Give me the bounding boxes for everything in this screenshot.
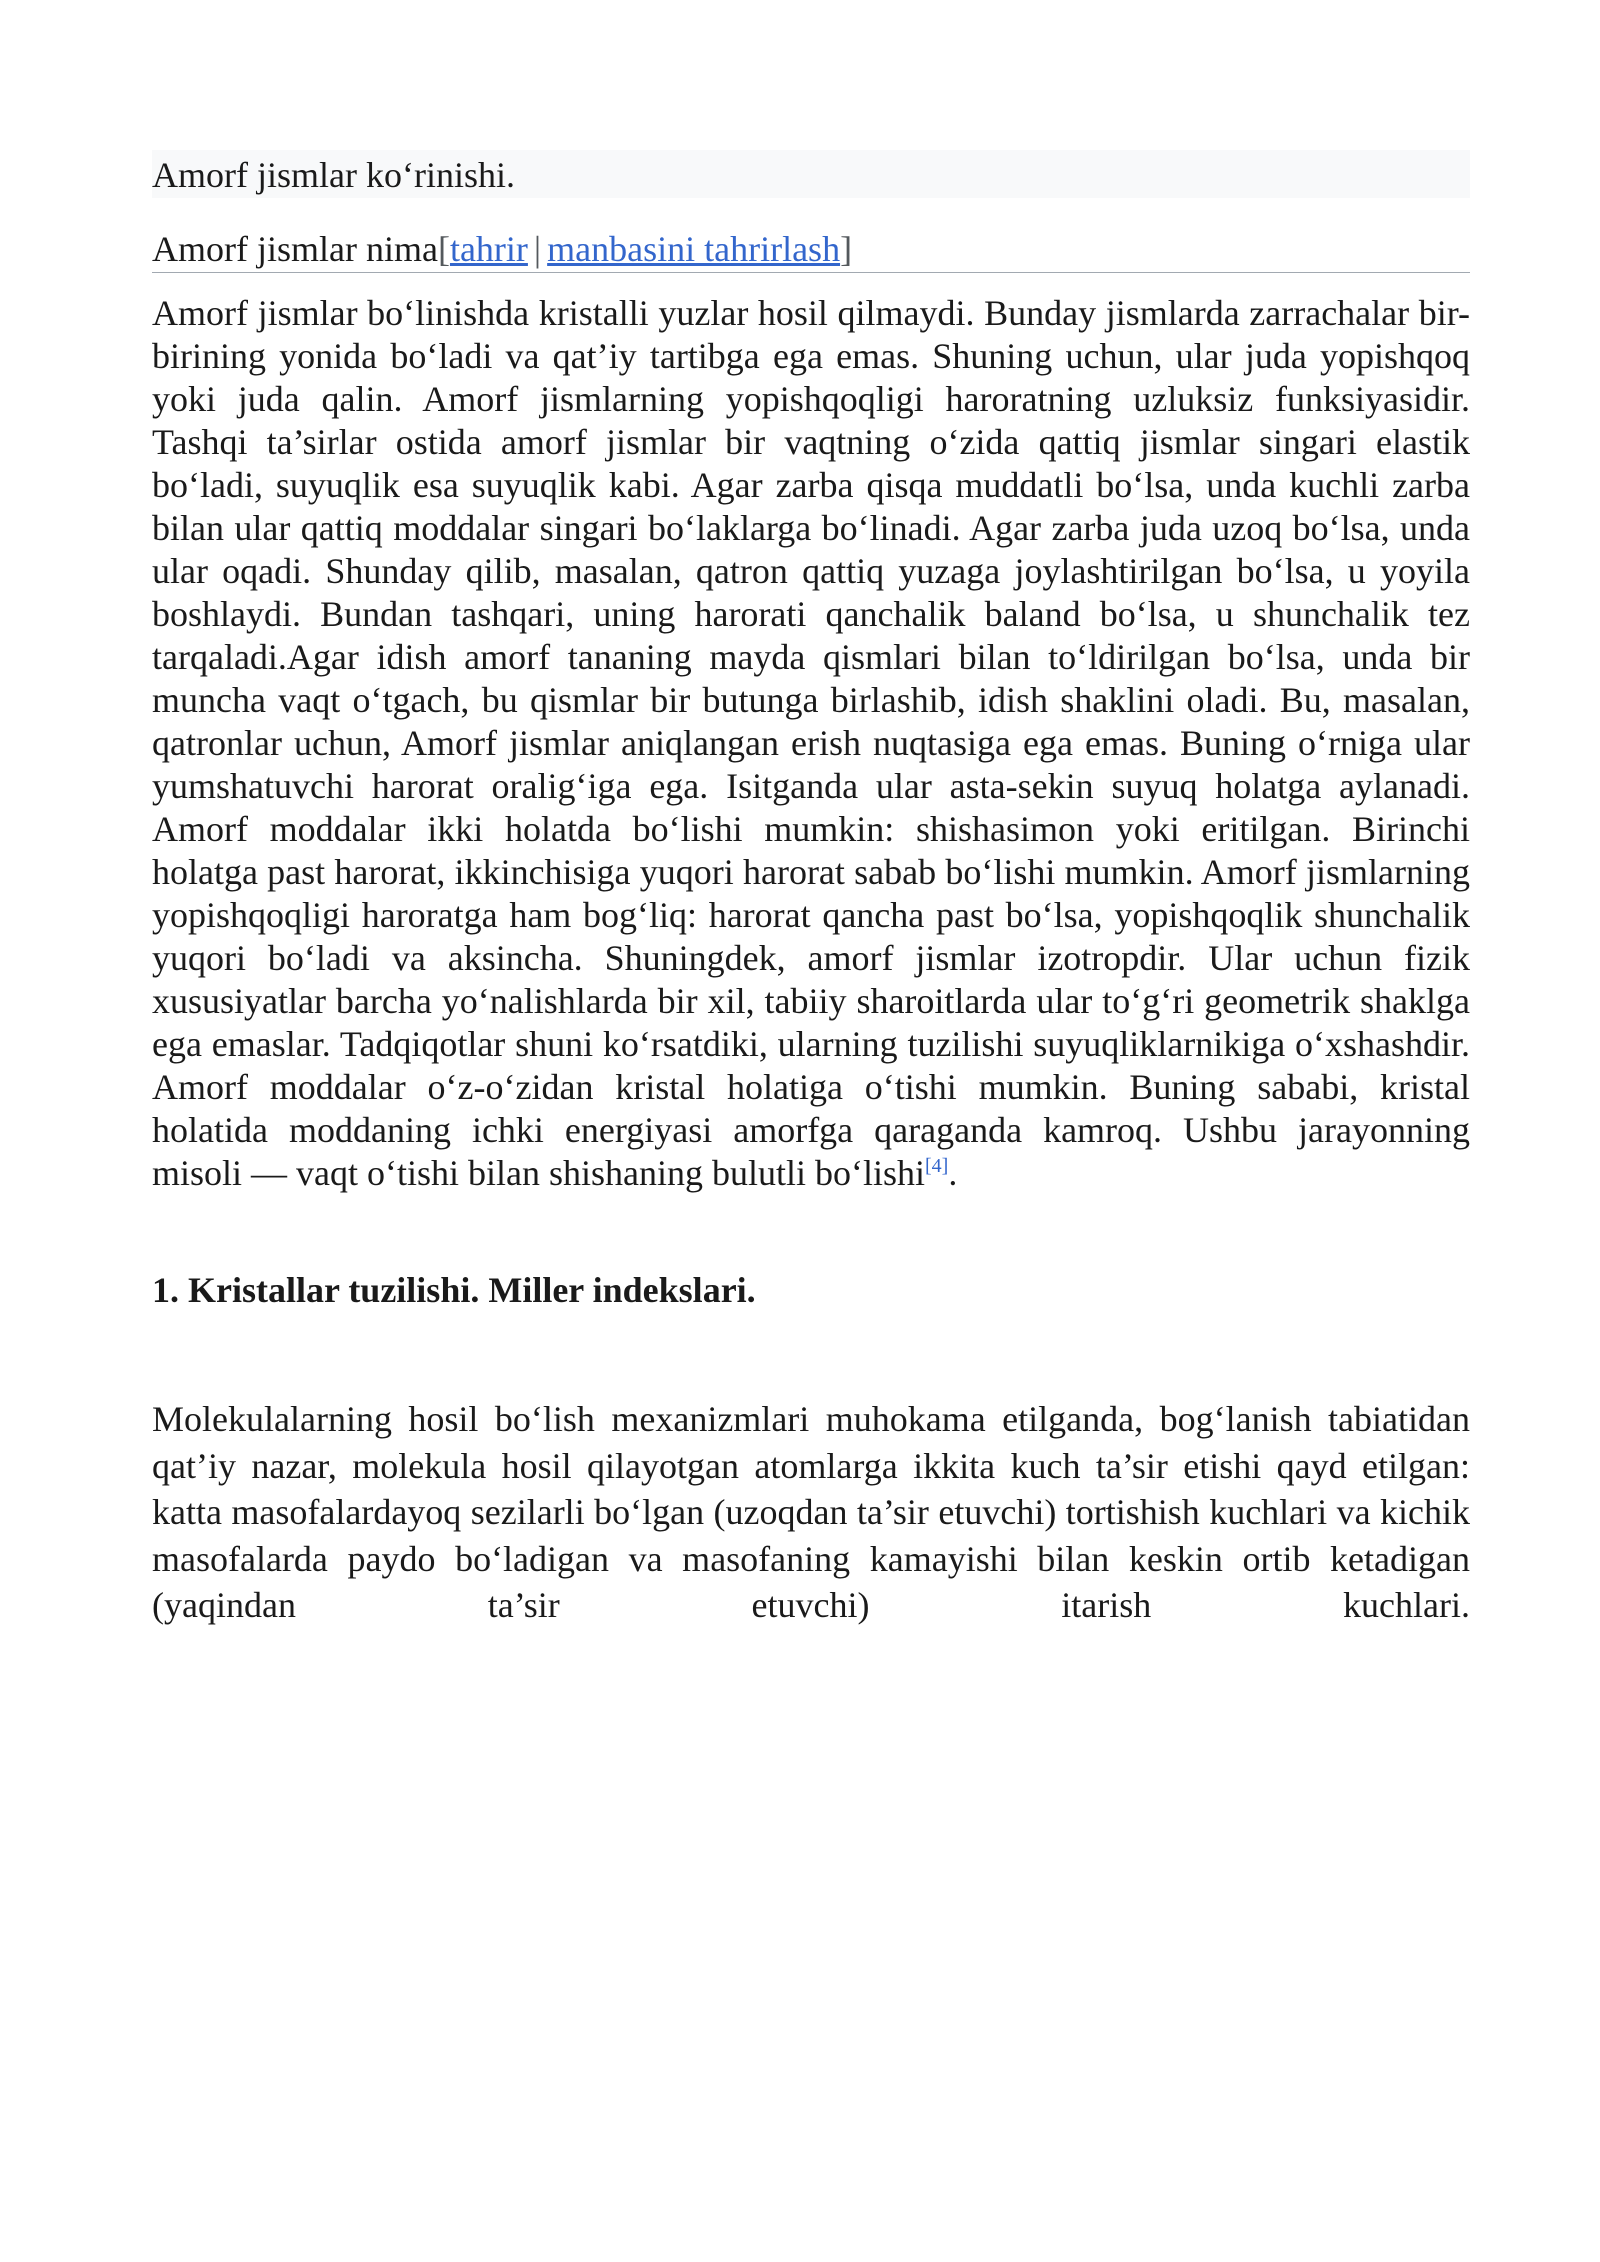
edit-bracket-open: [: [437, 229, 450, 269]
edit-separator: |: [533, 229, 542, 269]
paragraph-text: Amorf jismlar bo‘linishda kristalli yuzlar hosil qilmaydi. Bunday jismlarda zarrachalar bir-birining yonida bo‘ladi va qat’iy tartibga ega emas. Shuning uchun, ular juda yopishqoq yoki juda qalin. Amorf jismlarning yopishqoqligi haroratning uzluksiz funksiyasidir. Tashqi ta’sirlar ostida amorf jismlar bir vaqtning o‘zida qattiq jismlar singari elastik bo‘ladi, suyuqlik esa suyuqlik kabi. Agar zarba qisqa muddatli bo‘lsa, unda kuchli zarba bilan ular qattiq moddalar singari bo‘laklarga bo‘linadi. Agar zarba juda uzoq bo‘lsa, unda ular oqadi. Shunday qilib, masalan, qatron qattiq yuzaga joylashtirilgan bo‘lsa, u yoyila boshlaydi. Bundan tashqari, uning harorati qanchalik baland bo‘lsa, u shunchalik tez tarqaladi.Agar idish amorf tananing mayda qismlari bilan to‘ldirilgan bo‘lsa, unda bir muncha vaqt o‘tgach, bu qismlar bir butunga birlashib, idish shaklini oladi. Bu, masalan, qatronlar uchun, Amorf jismlar aniqlangan erish nuqtasiga ega emas. Buning o‘rniga ular yumshatuvchi harorat oralig‘iga ega. Isitganda ular asta-sekin suyuq holatga aylanadi. Amorf moddalar ikki holatda bo‘lishi mumkin: shishasimon yoki eritilgan. Birinchi holatga past harorat, ikkinchisiga yuqori harorat sabab bo‘lishi mumkin. Amorf jismlarning yopishqoqligi haroratga ham bog‘liq: harorat qancha past bo‘lsa, yopishqoqlik shunchalik yuqori bo‘ladi va aksincha. Shuningdek, amorf jismlar izotropdir. Ular uchun fizik xususiyatlar barcha yo‘nalishlarda bir xil, tabiiy sharoitlarda ular to‘g‘ri geometrik shaklga ega emaslar. Tadqiqotlar shuni ko‘rsatdiki, ularning tuzilishi suyuqliklarnikiga o‘xshashdir. Amorf moddalar o‘z-o‘zidan kristal holatiga o‘tishi mumkin. Buning sababi, kristal holatida moddaning ichki energiyasi amorfga qaraganda kamroq. Ushbu jarayonning misoli — vaqt o‘tishi bilan shishaning bulutli bo‘lishi: [152, 293, 1470, 1193]
section-heading: [152, 228, 1470, 273]
section-title: Amorf jismlar nima: [152, 229, 438, 269]
reference-superscript: [925, 1155, 948, 1177]
body-paragraph: [152, 292, 1470, 1195]
image-caption: Amorf jismlar ko‘rinishi.: [152, 155, 515, 195]
edit-link[interactable]: tahrir: [449, 229, 528, 269]
reference-link[interactable]: [4]: [925, 1155, 949, 1177]
section-heading-2: 1. Kristallar tuzilishi. Miller indekslari.: [152, 1270, 756, 1310]
edit-bracket-close: ]: [840, 229, 853, 269]
paragraph-end: .: [948, 1153, 958, 1193]
body-paragraph-2: Molekulalarning hosil bo‘lish mexanizmlari muhokama etilganda, bog‘lanish tabiatidan qat’iy nazar, molekula hosil qilayotgan atomlarga ikkita kuch ta’sir etishi qayd etilgan: katta masofalardayoq sezilarli bo‘lgan (uzoqdan ta’sir etuvchi) tortishish kuchlari va kichik masofalarda paydo bo‘ladigan va masofaning kamayishi bilan keskin ortib ketadigan (yaqindan ta’sir etuvchi) itarish kuchlari.: [152, 1399, 1470, 1625]
edit-source-link[interactable]: manbasini tahrirlash: [547, 229, 841, 269]
